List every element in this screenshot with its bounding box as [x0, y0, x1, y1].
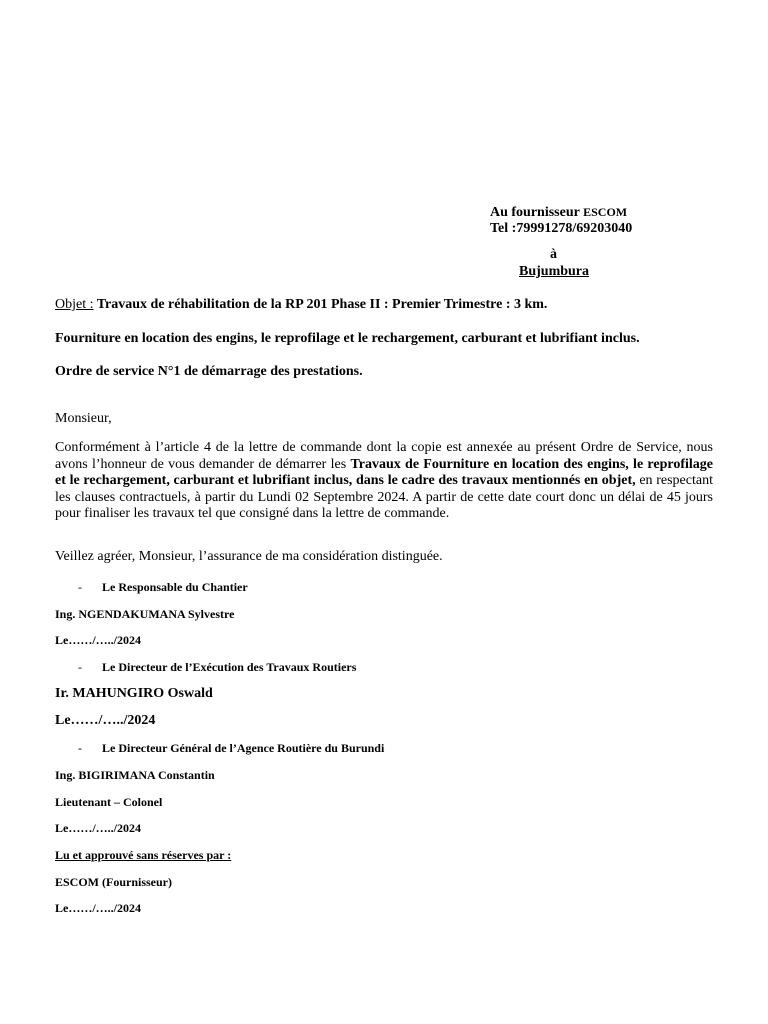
signatory-2-title-text: Le Directeur de l’Exécution des Travaux Routiers: [102, 660, 357, 674]
body-part-1: Conformément à l’article 4 de la lettre de commande dont la copie est annexée au présent Ordre de Service, nous avons l’honneur de vous demander de démarrer les: [55, 440, 713, 472]
signatory-1-name: Ing. NGENDAKUMANA Sylvestre: [55, 607, 235, 621]
salutation: Monsieur,: [55, 411, 112, 426]
bullet-dash: -: [78, 741, 82, 755]
signatory-3-title-text: Le Directeur Général de l’Agence Routière du Burundi: [102, 741, 385, 755]
supplier-name: ESCOM (Fournisseur): [55, 875, 172, 889]
signatory-1-title: [78, 580, 248, 595]
recipient-a: à: [550, 247, 557, 262]
supplier-date: Le……/…../2024: [55, 901, 141, 915]
approval-label: Lu et approuvé sans réserves par :: [55, 848, 232, 862]
recipient-label: Au fournisseur: [490, 205, 580, 220]
body-part-2: en respectant les clauses contractuels, à partir du Lundi 02 Septembre 2024. A partir de cette date court donc un délai de 45 jours pour finaliser les travaux tel que consigné dans la lettre de commande.: [55, 473, 713, 521]
recipient-company: ESCOM: [583, 205, 628, 219]
recipient-phone: Tel :79991278/69203040: [490, 221, 633, 236]
signatory-2-date: Le……/…../2024: [55, 713, 156, 728]
object-line-2: Fourniture en location des engins, le reprofilage et le rechargement, carburant et lubrifiant inclus.: [55, 331, 640, 346]
signatory-1-date: Le……/…../2024: [55, 633, 141, 647]
object-line-3: Ordre de service N°1 de démarrage des prestations.: [55, 364, 363, 379]
object-text: Travaux de réhabilitation de la RP 201 Phase II : Premier Trimestre : 3 km.: [93, 297, 548, 312]
body-paragraph: [55, 440, 713, 523]
signatory-1-title-text: Le Responsable du Chantier: [102, 580, 248, 594]
signatory-3-title: [78, 741, 384, 756]
recipient-line-1: [490, 204, 632, 221]
object-label: Objet :: [55, 297, 94, 312]
signatory-3-date: Le……/…../2024: [55, 821, 141, 835]
signatory-2-title: [78, 660, 356, 675]
recipient-block: [490, 204, 632, 237]
closing-formula: Veillez agréer, Monsieur, l’assurance de ma considération distinguée.: [55, 549, 443, 564]
body-bold: Travaux de Fourniture en location des engins, le reprofilage et le rechargement, carburant et lubrifiant inclus, dans le cadre des travaux mentionnés en objet,: [55, 456, 714, 488]
signatory-2-name: Ir. MAHUNGIRO Oswald: [55, 686, 213, 701]
recipient-city: Bujumbura: [519, 264, 590, 279]
bullet-dash: -: [78, 660, 82, 674]
object-line: [55, 297, 547, 313]
signatory-3-rank: Lieutenant – Colonel: [55, 795, 163, 809]
signatory-3-name: Ing. BIGIRIMANA Constantin: [55, 768, 215, 782]
bullet-dash: -: [78, 580, 82, 594]
